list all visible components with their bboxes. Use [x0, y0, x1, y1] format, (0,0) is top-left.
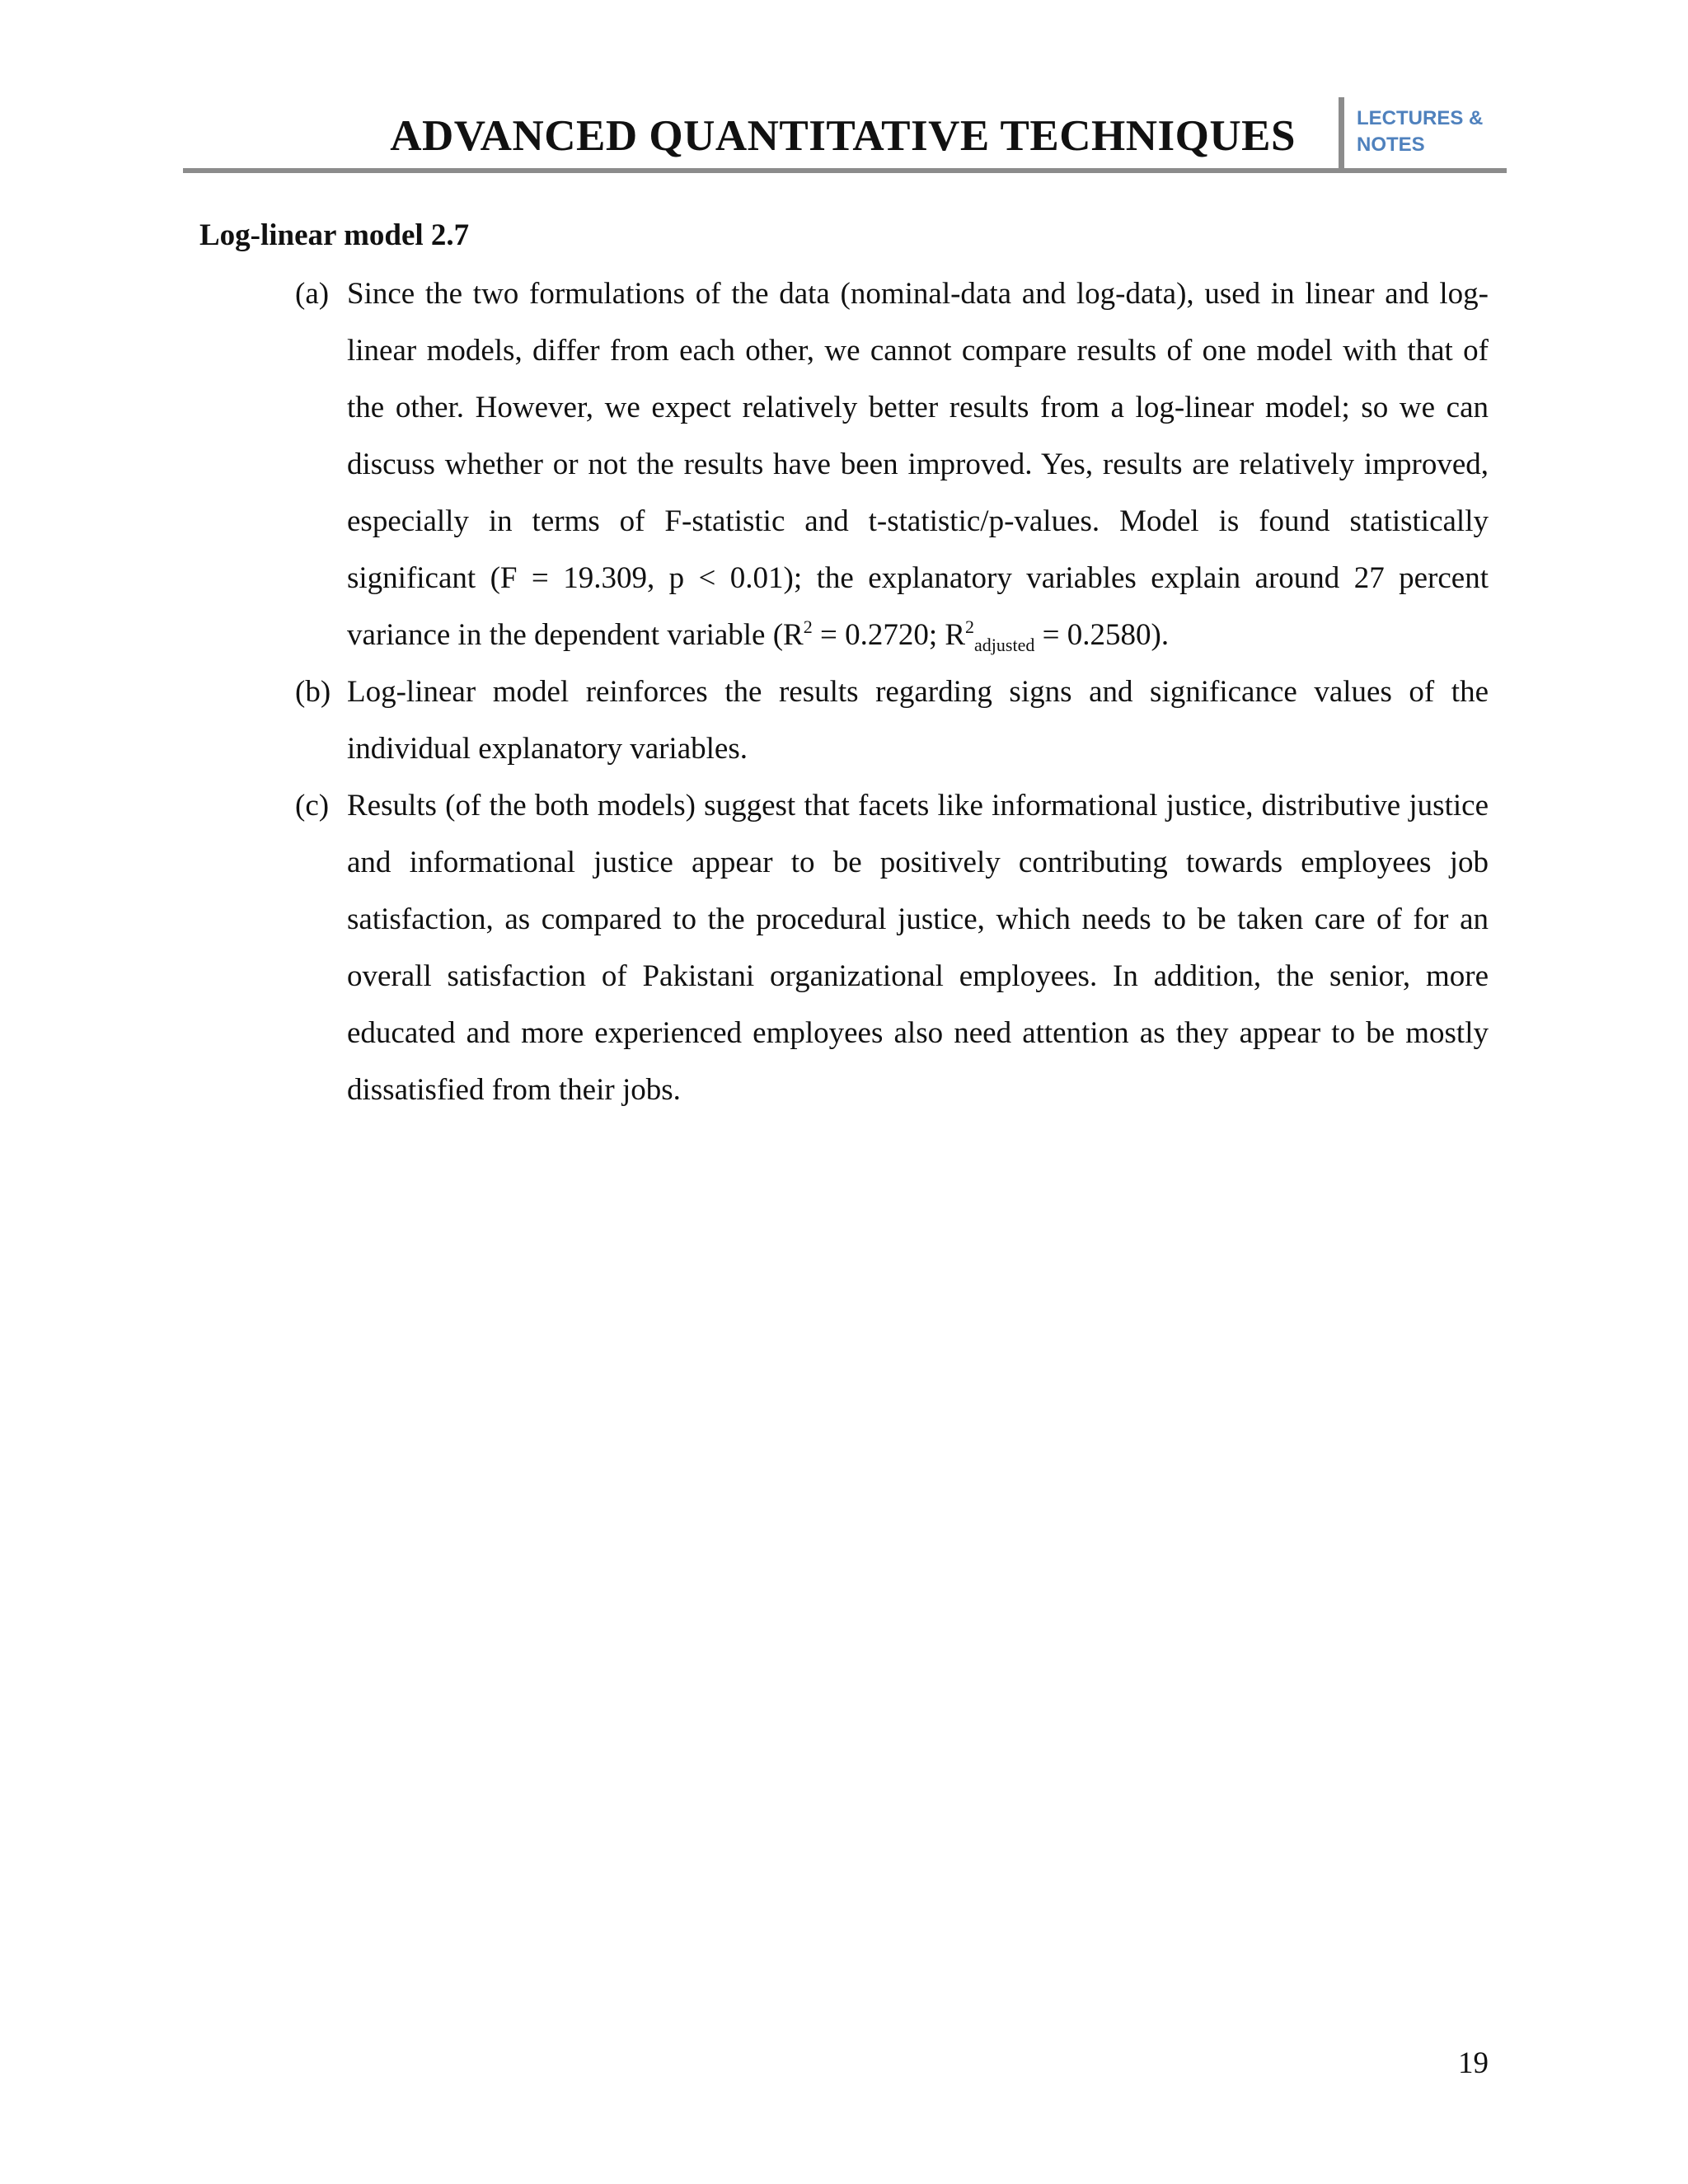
- page-number: 19: [1458, 2046, 1489, 2080]
- item-a-text-part-1: Since the two formulations of the data (nominal-data and log-data), used in linear and log-linear models, differ from each other, we cannot compare results of one model with that of the other. However, we expect relatively better results from a log-linear model; so we can discuss whether or not the results have been improved. Yes, results are relatively improved, especially in terms of F-statistic and t-statistic/p-values. Model is found statistically significant (F = 19.309, p < 0.01); the explanatory variables explain around 27 percent variance in the dependent variable (R: [347, 277, 1489, 652]
- item-marker-a: (a): [295, 277, 330, 311]
- header-tag: [1357, 105, 1522, 158]
- item-text-c: Results (of the both models) suggest that facets like informational justice, distributive justice and informational justice appear to be positively contributing towards employees job satisfaction, as compared to the procedural justice, which needs to be taken care of for an overall satisfaction of Pakistani organizational employees. In addition, the senior, more educated and more experienced employees also need attention as they appear to be mostly dissatisfied from their jobs.: [347, 789, 1489, 1107]
- list-item-c: [295, 777, 1489, 1118]
- section-heading: Log-linear model 2.7: [199, 218, 470, 252]
- list-item-a: [295, 265, 1489, 663]
- item-a-superscript-2: 2: [965, 616, 975, 637]
- header-title: ADVANCED QUANTITATIVE TECHNIQUES: [390, 112, 1296, 160]
- item-a-text-part-2: = 0.2720; R: [812, 618, 966, 652]
- item-list: [295, 265, 1489, 1118]
- item-a-subscript: adjusted: [974, 635, 1035, 655]
- item-text-b: Log-linear model reinforces the results regarding signs and significance values of the individual explanatory variables.: [347, 675, 1489, 766]
- item-a-text-part-3: = 0.2580).: [1034, 618, 1170, 652]
- item-text-a: [347, 265, 1489, 663]
- list-item-b: [295, 663, 1489, 777]
- item-marker-c: (c): [295, 789, 330, 823]
- item-marker-b: (b): [295, 675, 331, 709]
- page-header: [183, 97, 1507, 171]
- header-tag-line-1: LECTURES &: [1357, 107, 1484, 129]
- header-divider: [1339, 97, 1344, 173]
- header-tag-line-2: NOTES: [1357, 134, 1425, 156]
- header-rule: [183, 168, 1507, 173]
- item-a-superscript-1: 2: [803, 616, 813, 637]
